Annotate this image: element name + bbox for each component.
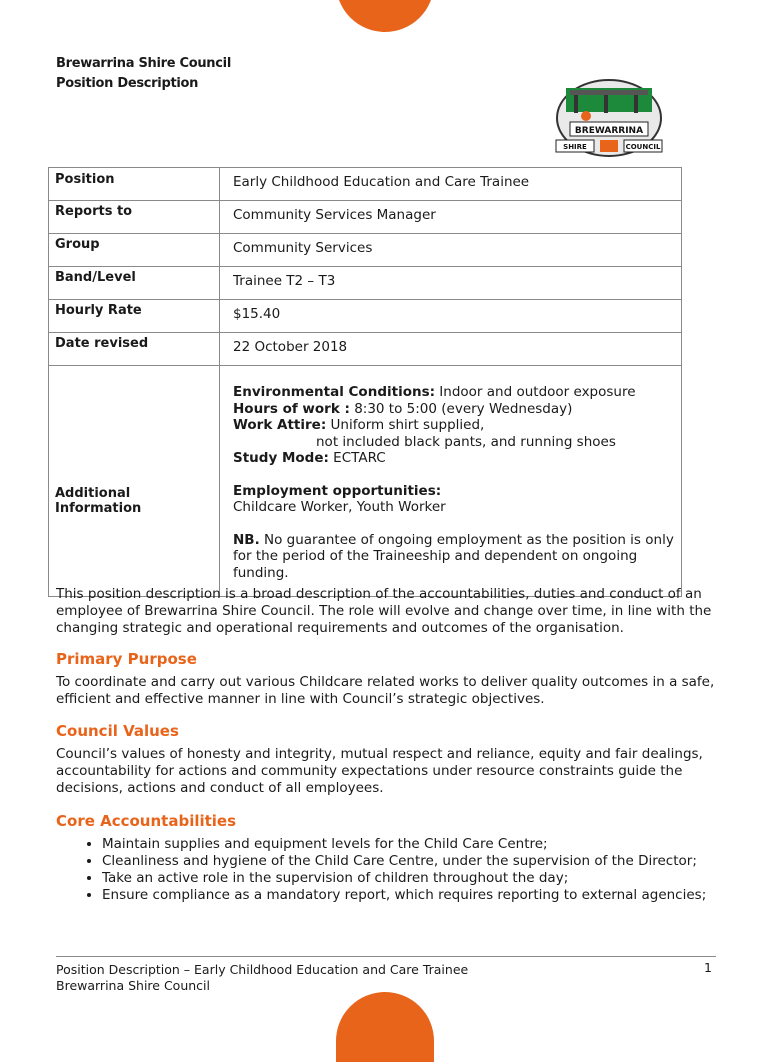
row-label: Group [49, 234, 220, 267]
attire-value: Uniform shirt supplied, [326, 417, 485, 433]
list-item: • Take an active role in the supervision of children throughout the day; [102, 870, 767, 887]
footer-line-2: Brewarrina Shire Council [56, 978, 210, 993]
council-values-text: Council’s values of honesty and integrity, mutual respect and reliance, equity and fair dealings, accountability for actions and community expectations under resource constraints guide the decisions, actions and conduct of all employees. [56, 746, 703, 796]
council-logo [552, 76, 666, 162]
org-name: Brewarrina Shire Council [56, 56, 231, 71]
doc-type: Position Description [56, 76, 199, 91]
top-decoration [336, 0, 434, 32]
row-value: Trainee T2 – T3 [220, 267, 682, 300]
row-value: $15.40 [220, 300, 682, 333]
table-row [49, 333, 682, 366]
row-value: Community Services Manager [220, 201, 682, 234]
attire-label: Work Attire: [233, 417, 327, 433]
list-item: • Ensure compliance as a mandatory report, which requires reporting to external agencies; [102, 887, 767, 904]
hours-label: Hours of work : [233, 400, 350, 417]
row-label: Date revised [49, 333, 220, 366]
table-row [49, 300, 682, 333]
core-accountabilities-list [56, 836, 767, 904]
intro-paragraph: This position description is a broad description of the accountabilities, duties and conduct of an employee of Brewarrina Shire Council. The role will evolve and change over time, in line with the changing strategic and operational requirements and outcomes of the organisation. [56, 586, 712, 636]
nb-label: NB. [233, 531, 260, 548]
document-header [56, 54, 231, 94]
emp-label: Employment opportunities: [233, 482, 442, 499]
row-value: Community Services [220, 234, 682, 267]
attire-value-2: not included black pants, and running shoes [316, 433, 616, 450]
emp-value: Childcare Worker, Youth Worker [233, 499, 446, 515]
table-row-additional [49, 366, 682, 597]
row-value: 22 October 2018 [220, 333, 682, 366]
page-footer [56, 962, 468, 994]
logo-text-left: SHIRE [563, 143, 587, 151]
study-label: Study Mode: [233, 450, 329, 466]
footer-divider [56, 956, 716, 957]
footer-line-1: Position Description – Early Childhood Education and Care Trainee [56, 962, 469, 977]
row-label: Position [49, 168, 220, 201]
table-row [49, 234, 682, 267]
nb-value: No guarantee of ongoing employment as the position is only for the period of the Traineeship and dependent on ongoing funding. [233, 531, 674, 581]
list-item: • Maintain supplies and equipment levels for the Child Care Centre; [102, 836, 767, 853]
row-label: Reports to [49, 201, 220, 234]
hours-value: 8:30 to 5:00 (every Wednesday) [349, 400, 573, 417]
row-label: Band/Level [49, 267, 220, 300]
bottom-decoration [336, 992, 434, 1062]
table-row [49, 201, 682, 234]
table-row [49, 267, 682, 300]
row-label: Additional Information [49, 366, 220, 597]
page-number: 1 [704, 960, 712, 975]
position-info-table [48, 167, 682, 597]
row-value: Early Childhood Education and Care Trainee [220, 168, 682, 201]
primary-purpose-heading: Primary Purpose [56, 650, 197, 668]
list-item: • Cleanliness and hygiene of the Child Care Centre, under the supervision of the Director; [102, 853, 767, 870]
core-accountabilities-heading: Core Accountabilities [56, 812, 237, 830]
council-values-heading: Council Values [56, 722, 179, 740]
logo-text-right: COUNCIL [625, 143, 661, 151]
env-label: Environmental Conditions: [233, 384, 436, 400]
study-value: ECTARC [328, 450, 386, 466]
logo-text-main: BREWARRINA [574, 126, 644, 136]
primary-purpose-text: To coordinate and carry out various Childcare related works to deliver quality outcomes in a safe, efficient and effective manner in line with Council’s strategic objectives. [56, 674, 715, 707]
row-label: Hourly Rate [49, 300, 220, 333]
additional-info [220, 366, 682, 597]
table-row [49, 168, 682, 201]
env-value: Indoor and outdoor exposure [435, 384, 636, 400]
